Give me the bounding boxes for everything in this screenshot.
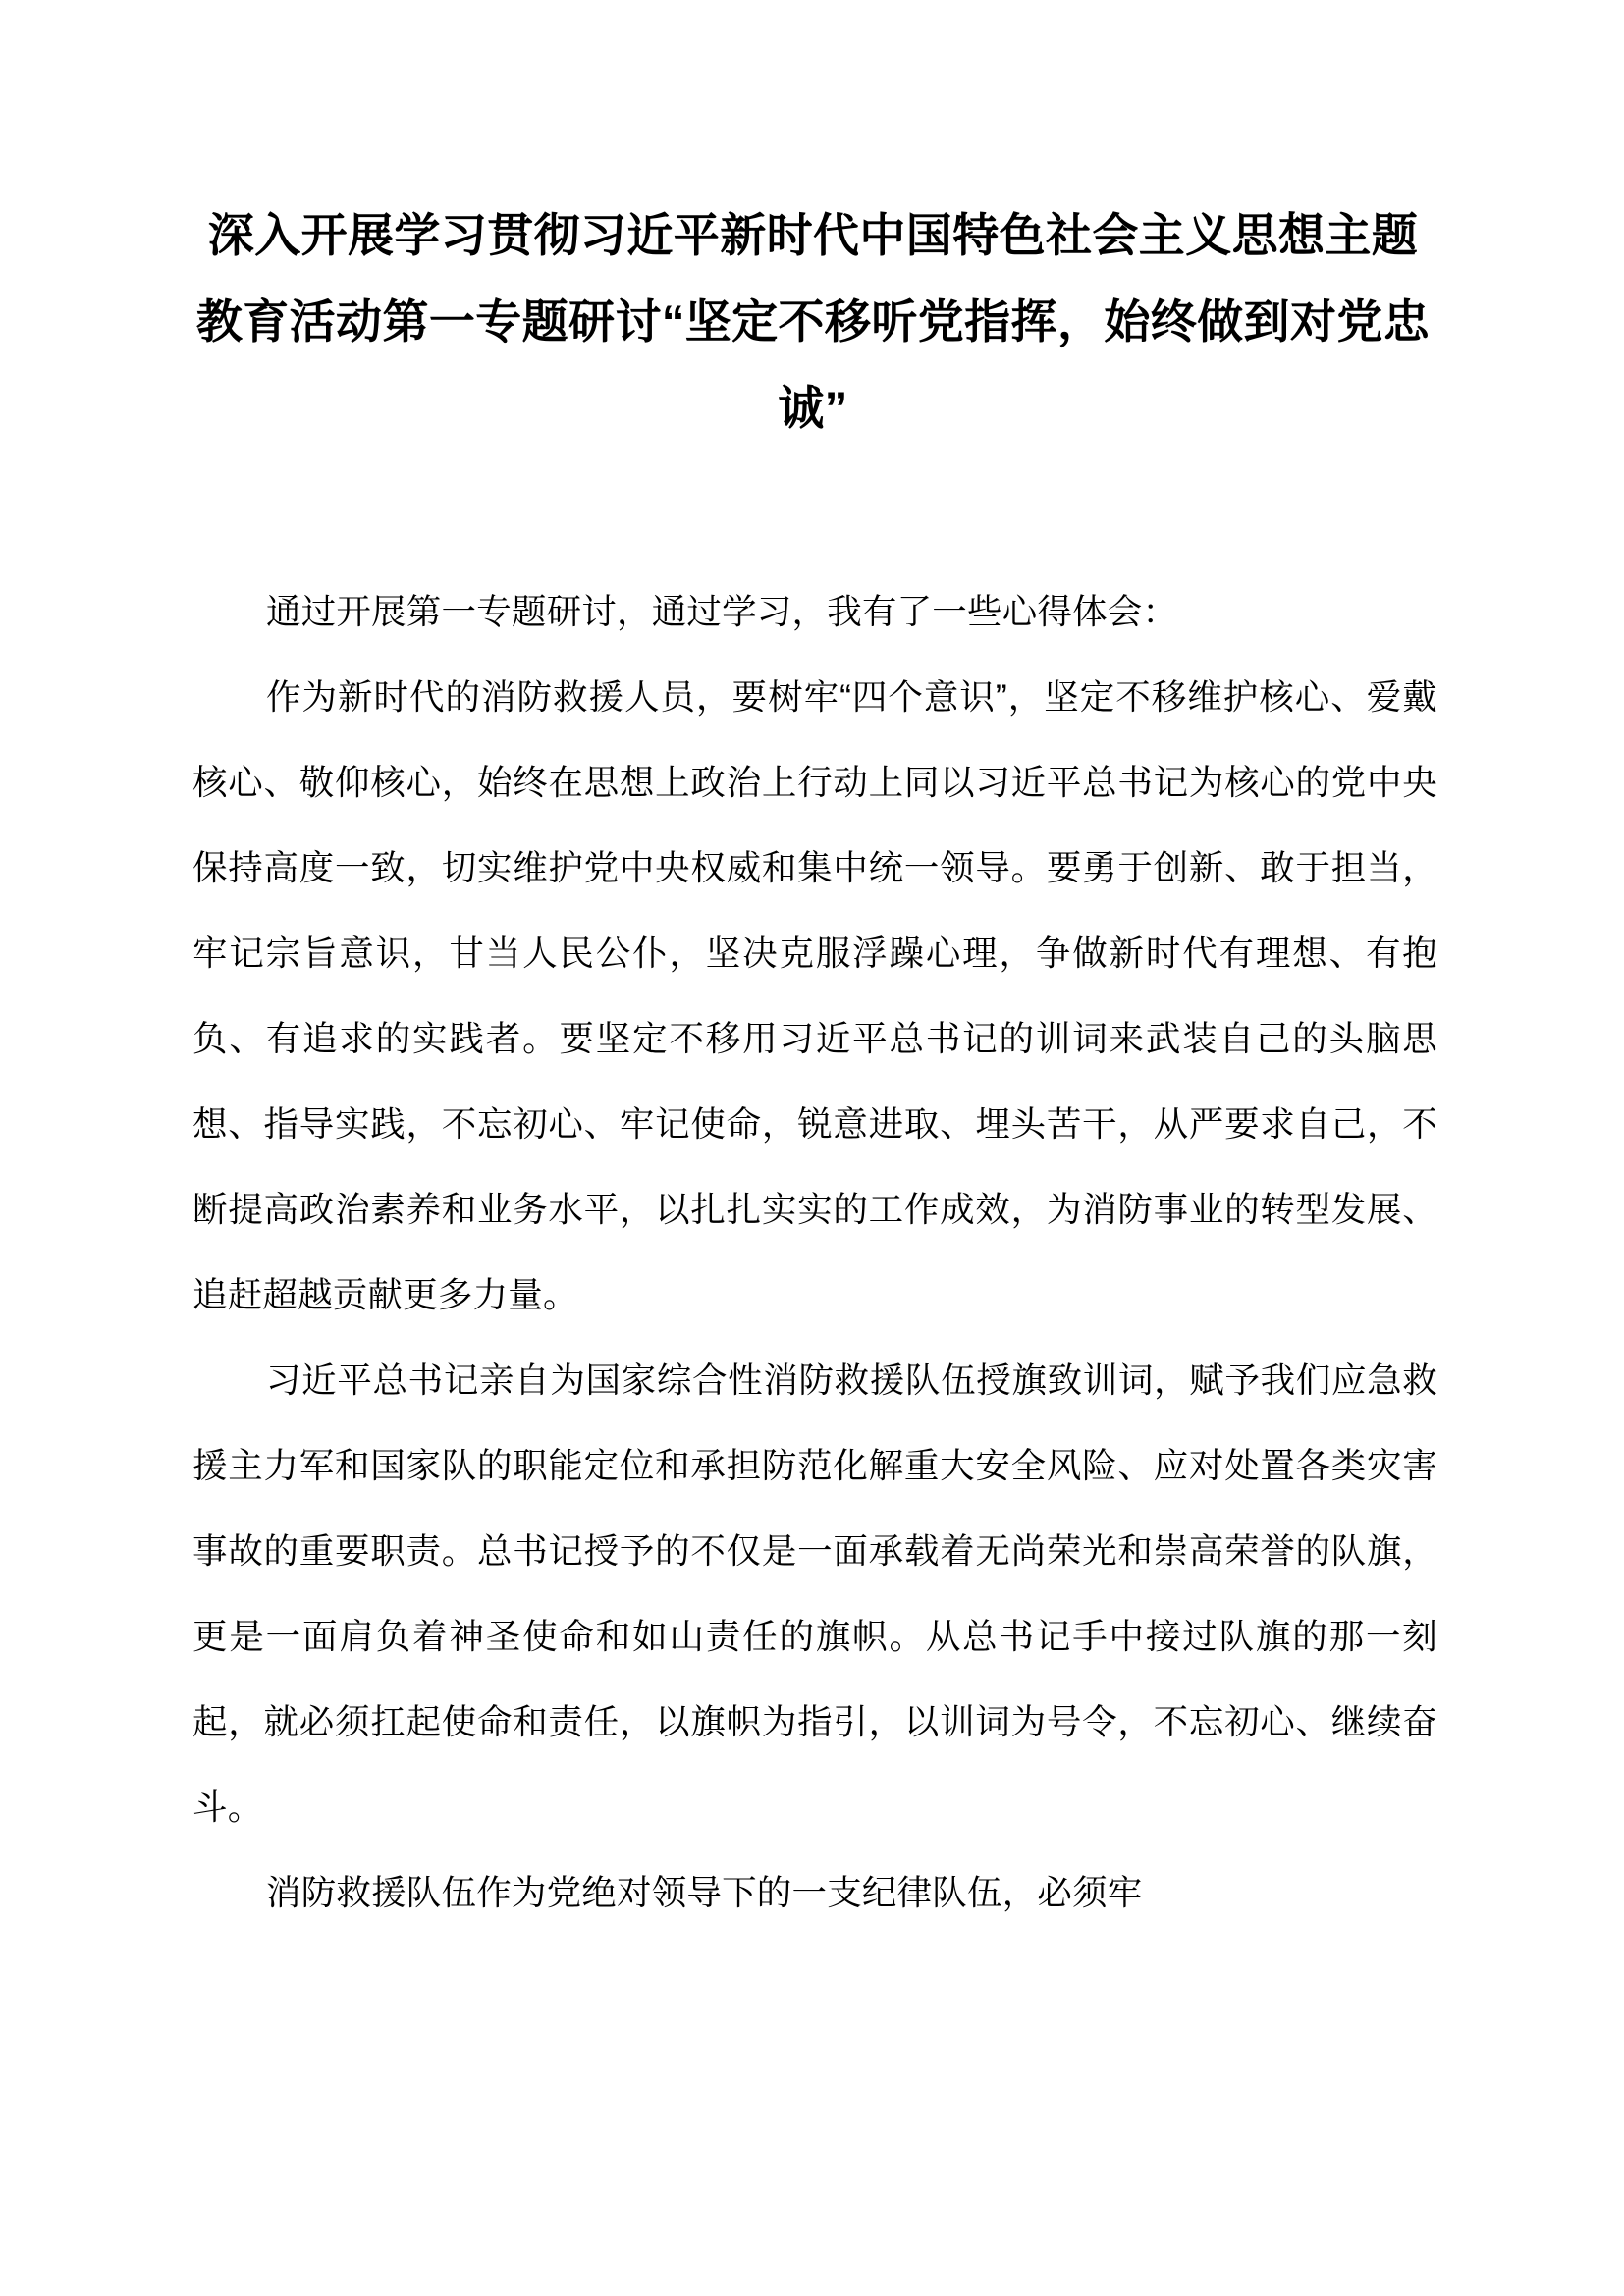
paragraph-1: 通过开展第一专题研讨，通过学习，我有了一些心得体会： [266, 592, 1178, 631]
page-title: 深入开展学习贯彻习近平新时代中国特色社会主义思想主题教育活动第一专题研讨“坚定不移听党指挥，始终做到对党忠诚” [195, 209, 1431, 434]
document-body [192, 569, 1437, 1936]
paragraph-2: 作为新时代的消防救援人员，要树牢“四个意识”，坚定不移维护核心、爱戴核心、敬仰核心，始终在思想上政治上行动上同以习近平总书记为核心的党中央保持高度一致，切实维护党中央权威和集中统一领导。要勇于创新、敢于担当，牢记宗旨意识，甘当人民公仆，坚决克服浮躁心理，争做新时代有理想、有抱负、有追求的实践者。要坚定不移用习近平总书记的训词来武装自己的头脑思想、指导实践，不忘初心、牢记使命，锐意进取、埋头苦干，从严要求自己，不断提高政治素养和业务水平，以扎扎实实的工作成效，为消防事业的转型发展、追赶超越贡献更多力量。 [192, 677, 1437, 1314]
paragraph-4: 消防救援队伍作为党绝对领导下的一支纪律队伍，必须牢 [266, 1873, 1143, 1912]
paragraph-3: 习近平总书记亲自为国家综合性消防救援队伍授旗致训词，赋予我们应急救援主力军和国家队的职能定位和承担防范化解重大安全风险、应对处置各类灾害事故的重要职责。总书记授予的不仅是一面承载着无尚荣光和崇高荣誉的队旗，更是一面肩负着神圣使命和如山责任的旗帜。从总书记手中接过队旗的那一刻起，就必须扛起使命和责任，以旗帜为指引，以训词为号令，不忘初心、继续奋斗。 [192, 1361, 1437, 1827]
